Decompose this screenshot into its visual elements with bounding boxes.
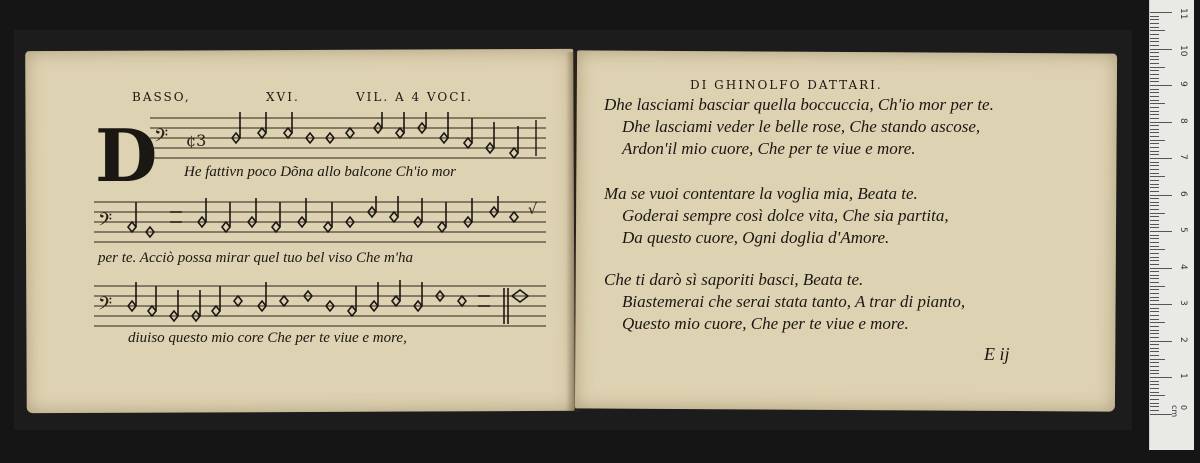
left-header-title: VIL. A 4 VOCI. (356, 90, 473, 104)
ruler-tick (1150, 176, 1165, 177)
svg-text:𝄢: 𝄢 (98, 294, 113, 319)
ruler-number: 5 (1178, 227, 1188, 233)
ruler-tick (1150, 111, 1159, 112)
ruler-tick (1150, 377, 1172, 378)
ruler-tick (1150, 235, 1159, 236)
ruler-tick (1150, 308, 1159, 309)
lyric-line-1: He fattivn poco Dõna allo balcone Ch'io mor (184, 164, 456, 180)
ruler-tick (1150, 326, 1159, 327)
stanza-2-line-1: Ma se vuoi contentare la voglia mia, Beata te. (604, 184, 918, 203)
stanza-3-line-3: Questo mio cuore, Che per te viue e more. (622, 314, 909, 333)
ruler-tick (1150, 158, 1172, 159)
ruler-tick (1150, 406, 1159, 407)
music-staff-1 (150, 112, 550, 166)
ruler-tick (1150, 100, 1159, 101)
ruler-tick (1150, 289, 1159, 290)
ruler-tick (1150, 67, 1165, 68)
ruler-tick (1150, 169, 1159, 170)
ruler-tick (1150, 337, 1159, 338)
ruler-tick (1150, 89, 1159, 90)
ruler-tick (1150, 27, 1159, 28)
ruler-tick (1150, 246, 1159, 247)
ruler-tick (1150, 384, 1159, 385)
ruler-tick (1150, 231, 1172, 232)
ruler-tick (1150, 191, 1159, 192)
ruler-tick (1150, 132, 1159, 133)
ruler-tick (1150, 399, 1159, 400)
music-staff-2 (94, 196, 549, 250)
ruler-number: 2 (1178, 336, 1188, 343)
stanza-1-line-2: Dhe lasciami veder le belle rose, Che stando ascose, (622, 117, 981, 136)
ruler-tick (1150, 41, 1159, 42)
ruler-tick (1150, 348, 1159, 349)
ruler-tick (1150, 257, 1159, 258)
ruler-tick (1150, 184, 1159, 185)
svg-text:√: √ (528, 202, 537, 218)
ruler-tick (1150, 224, 1159, 225)
ruler-tick (1150, 140, 1165, 141)
music-staff-3 (94, 280, 549, 334)
ruler-number: 3 (1178, 300, 1188, 306)
lyric-line-3: diuiso questo mio core Che per te viue e more, (128, 330, 407, 346)
ruler-tick (1150, 45, 1159, 46)
ruler-tick (1150, 81, 1159, 82)
ruler-tick (1150, 136, 1159, 137)
stanza-1-line-1: Dhe lasciami basciar quella boccuccia, Ch'io mor per te. (604, 95, 994, 114)
ruler-tick (1150, 286, 1165, 287)
ruler-tick (1150, 410, 1159, 411)
ruler-number: 7 (1178, 154, 1188, 160)
stanza-3-line-1: Che ti darò sì saporiti basci, Beata te. (604, 270, 864, 289)
ruler-tick (1150, 122, 1172, 123)
ruler-tick (1150, 260, 1159, 261)
ruler-tick (1150, 395, 1165, 396)
ruler-number: 10 (1178, 44, 1188, 56)
ruler-tick (1150, 56, 1159, 57)
ruler-tick (1150, 275, 1159, 276)
ruler-tick (1150, 92, 1159, 93)
ruler-number: 6 (1178, 190, 1188, 197)
ruler-tick (1150, 392, 1159, 393)
ruler-tick (1150, 373, 1159, 374)
ruler-tick (1150, 165, 1159, 166)
stanza-2-line-3: Da questo cuore, Ogni doglia d'Amore. (622, 228, 890, 247)
ruler-tick (1150, 147, 1159, 148)
ruler-tick (1150, 118, 1159, 119)
ruler-tick (1150, 278, 1159, 279)
ruler-tick (1150, 315, 1159, 316)
svg-text:¢3: ¢3 (186, 131, 207, 150)
ruler-tick (1150, 264, 1159, 265)
ruler-tick (1150, 293, 1159, 294)
ruler-tick (1150, 355, 1159, 356)
ruler-tick (1150, 351, 1159, 352)
ruler-tick (1150, 403, 1159, 404)
ruler-number: 11 (1178, 8, 1188, 20)
left-header-number: XVI. (266, 90, 300, 104)
ruler-tick (1150, 129, 1159, 130)
ruler-tick (1150, 16, 1159, 17)
ruler-tick (1150, 366, 1159, 367)
ruler-tick (1150, 388, 1159, 389)
ruler-tick (1150, 213, 1165, 214)
ruler-tick (1150, 151, 1159, 152)
decorated-initial: D (95, 113, 158, 198)
ruler-tick (1150, 362, 1159, 363)
ruler-tick (1150, 220, 1159, 221)
ruler-tick (1150, 198, 1159, 199)
ruler-tick (1150, 322, 1165, 323)
ruler-tick (1150, 180, 1159, 181)
stanza-1-line-3: Ardon'il mio cuore, Che per te viue e more. (622, 139, 916, 158)
stanza-2-line-2: Goderai sempre così dolce vita, Che sia partita, (622, 206, 949, 225)
ruler-tick (1150, 70, 1159, 71)
ruler-number: 4 (1178, 263, 1188, 270)
ruler-tick (1150, 59, 1159, 60)
ruler-tick (1150, 85, 1172, 86)
ruler-tick (1150, 253, 1159, 254)
ruler-tick (1150, 114, 1159, 115)
ruler-tick (1150, 187, 1159, 188)
ruler-tick (1150, 202, 1159, 203)
ruler-tick (1150, 268, 1172, 269)
ruler-tick (1150, 52, 1159, 53)
ruler-tick (1150, 195, 1172, 196)
svg-text:𝄢: 𝄢 (154, 126, 169, 151)
ruler-tick (1150, 205, 1159, 206)
ruler-number: 1 (1178, 373, 1188, 379)
ruler-tick (1150, 249, 1165, 250)
ruler-tick (1150, 74, 1159, 75)
left-header-voice: BASSO, (132, 90, 191, 104)
ruler-tick (1150, 311, 1159, 312)
ruler-tick (1150, 341, 1172, 342)
ruler-tick (1150, 297, 1159, 298)
ruler-number: 8 (1178, 117, 1188, 124)
ruler-tick (1150, 304, 1172, 305)
ruler-tick (1150, 30, 1165, 31)
ruler-tick (1150, 96, 1159, 97)
ruler-tick (1150, 49, 1172, 50)
ruler-tick (1150, 12, 1172, 13)
ruler-tick (1150, 78, 1159, 79)
ruler-tick (1150, 330, 1159, 331)
ruler-tick (1150, 300, 1159, 301)
ruler-tick (1150, 242, 1159, 243)
svg-text:𝄢: 𝄢 (98, 210, 113, 235)
lyric-line-2: per te. Acciò possa mirar quel tuo bel viso Che m'ha (98, 250, 413, 266)
ruler-tick (1150, 209, 1159, 210)
ruler-tick (1150, 370, 1159, 371)
ruler-unit-label: 0 cm (1170, 405, 1188, 418)
ruler-tick (1150, 344, 1159, 345)
ruler-tick (1150, 238, 1159, 239)
ruler-tick (1150, 319, 1159, 320)
measurement-ruler (1149, 0, 1194, 450)
ruler-tick (1150, 103, 1165, 104)
stanza-3-line-2: Biastemerai che serai stata tanto, A trar di pianto, (622, 292, 966, 311)
ruler-tick (1150, 23, 1159, 24)
page-signature: E ij (984, 344, 1010, 364)
ruler-tick (1150, 125, 1159, 126)
ruler-tick (1150, 38, 1159, 39)
ruler-tick (1150, 359, 1165, 360)
ruler-tick (1150, 162, 1159, 163)
ruler-tick (1150, 333, 1159, 334)
right-header: DI GHINOLFO DATTARI. (690, 78, 883, 92)
ruler-tick (1150, 282, 1159, 283)
ruler-tick (1150, 271, 1159, 272)
ruler-tick (1150, 154, 1159, 155)
ruler-tick (1150, 381, 1159, 382)
ruler-tick (1150, 19, 1159, 20)
ruler-number: 9 (1178, 81, 1188, 87)
ruler-tick (1150, 107, 1159, 108)
ruler-tick (1150, 216, 1159, 217)
ruler-tick (1150, 34, 1159, 35)
ruler-tick (1150, 63, 1159, 64)
ruler-tick (1150, 173, 1159, 174)
ruler-tick (1150, 143, 1159, 144)
ruler-tick (1150, 227, 1159, 228)
